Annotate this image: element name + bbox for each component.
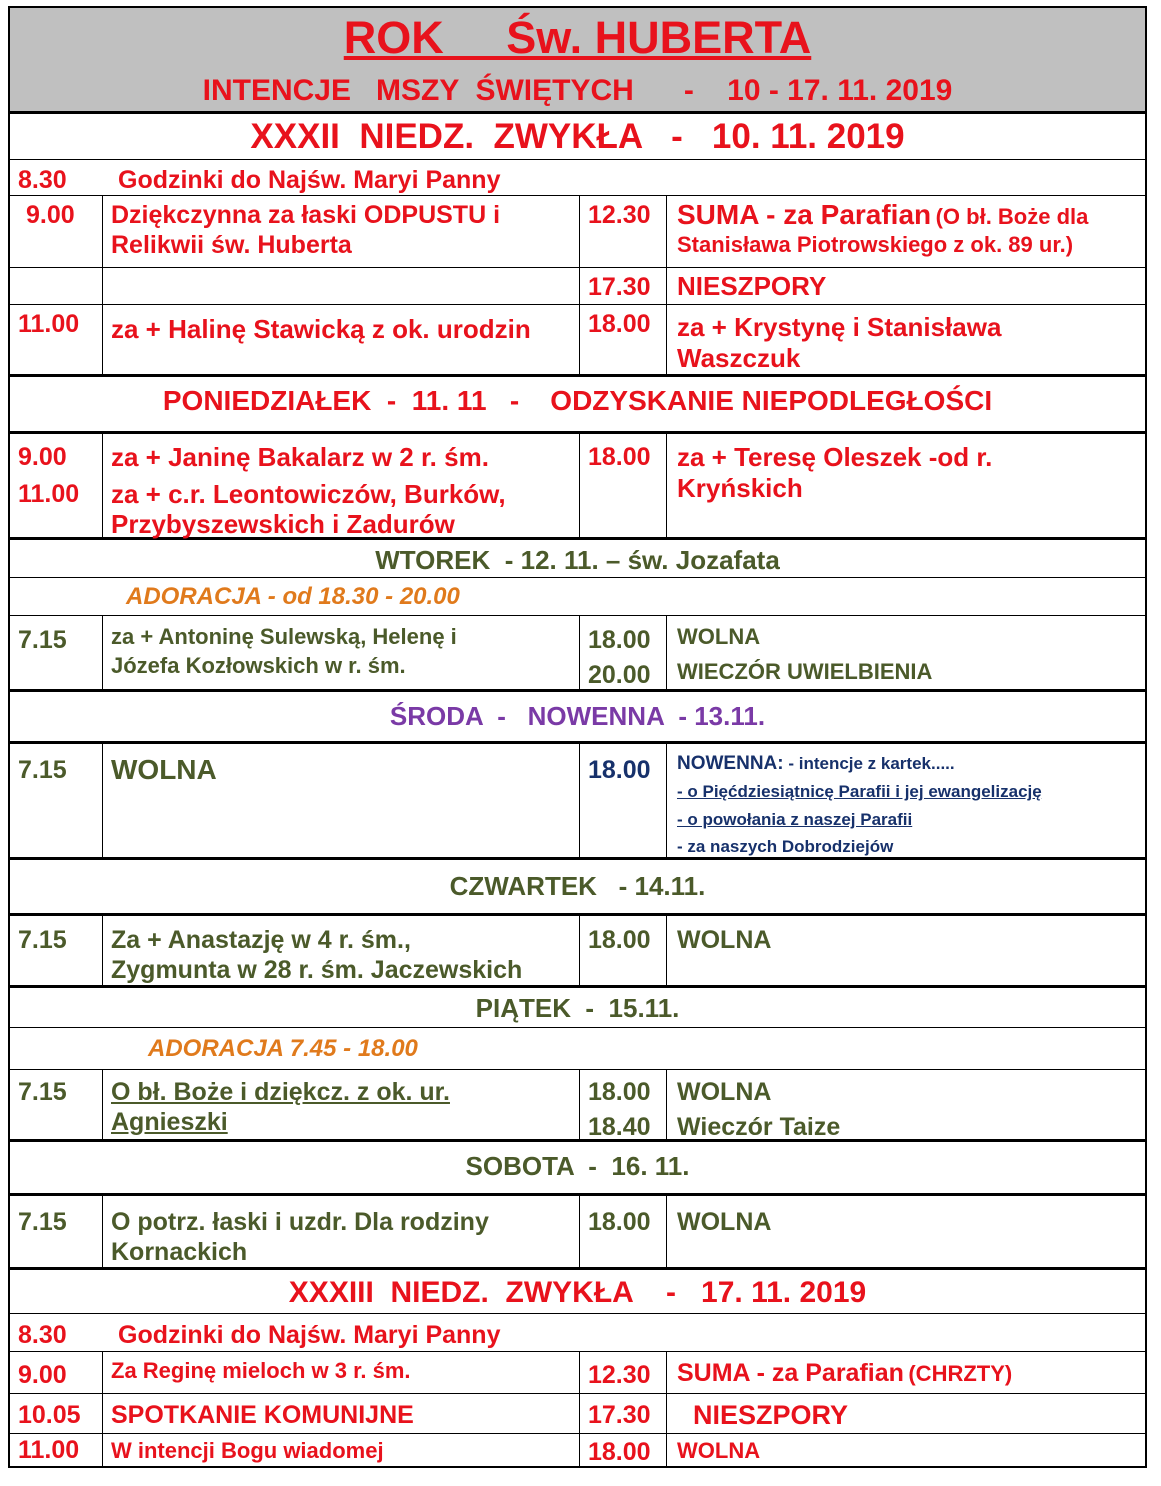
section-title-saturday [10,1142,1145,1196]
day-title: PIĄTEK - 15.11. [475,993,680,1023]
mass-time: 9.00 [26,201,75,229]
mass-row [10,196,1145,268]
day-title: XXXII NIEDZ. ZWYKŁA - 10. 11. 2019 [250,117,905,156]
novena-intention: - o Pięćdziesiątnicę Parafii i jej ewangelizację [677,782,1042,801]
mass-intention: W intencji Bogu wiadomej [111,1438,384,1463]
mass-time: 8.30 [18,166,67,194]
mass-intention: za + Halinę Stawicką z ok. urodzin [111,314,531,344]
adoration-note: ADORACJA 7.45 - 18.00 [148,1035,418,1062]
adoration-note: ADORACJA - od 18.30 - 20.00 [126,583,460,610]
mass-intention: Józefa Kozłowskich w r. śm. [111,653,406,678]
mass-intention: Zygmunta w 28 r. śm. Jaczewskich [111,956,523,984]
day-title: ŚRODA - NOWENNA - 13.11. [389,701,766,731]
section-title-wednesday [10,692,1145,744]
novena-note: - intencje z kartek..... [783,754,955,773]
novena-intention: - za naszych Dobrodziejów [677,837,894,856]
mass-time: 18.00 [588,310,651,338]
mass-row [10,160,1145,196]
mass-time: 18.00 [588,1078,651,1106]
mass-time: 18.40 [588,1113,651,1141]
mass-intention: za + c.r. Leontowiczów, Burków, [111,479,506,509]
mass-row [10,1434,1145,1466]
mass-time: 11.00 [18,310,80,338]
adoration-row [10,1028,1145,1070]
mass-intention-main: SUMA - za Parafian [677,1359,904,1387]
mass-intention: O potrz. łaski i uzdr. Dla rodziny [111,1208,489,1236]
day-title: CZWARTEK - 14.11. [449,871,706,901]
mass-intention: NIESZPORY [693,1400,849,1430]
mass-time: 12.30 [588,201,651,229]
page-subtitle: INTENCJE MSZY ŚWIĘTYCH - 10 - 17. 11. 2019 [202,74,953,107]
mass-intention-note: Stanisława Piotrowskiego z ok. 89 ur.) [677,232,1074,257]
mass-time: 9.00 [18,443,67,471]
mass-intention: za + Antoninę Sulewską, Helenę i [111,624,457,649]
mass-intention: za + Teresę Oleszek -od r. [677,442,993,472]
mass-intention: WOLNA [677,1438,761,1463]
mass-time: 10.05 [18,1401,81,1429]
section-title-monday [10,377,1145,434]
mass-time: 7.15 [18,1208,67,1236]
section-title-tuesday [10,540,1145,578]
mass-row [10,1352,1145,1394]
header [10,8,1145,114]
mass-row [10,916,1145,988]
mass-intention: Kornackich [111,1238,248,1266]
day-title: SOBOTA - 16. 11. [465,1151,690,1181]
adoration-row [10,578,1145,616]
mass-intention: WIECZÓR UWIELBIENIA [677,659,933,684]
mass-time: 7.15 [18,756,67,784]
mass-intention-main: SUMA - za Parafian [677,199,932,230]
mass-intention: NIESZPORY [677,271,827,301]
mass-row [10,744,1145,860]
mass-time: 7.15 [18,926,67,954]
mass-row [10,1196,1145,1270]
mass-intention: Agnieszki [111,1108,228,1136]
mass-row [10,616,1145,692]
novena-intro [677,753,955,775]
mass-intention: WOLNA [677,624,761,649]
mass-row [10,268,1145,305]
mass-intention: Za + Anastazję w 4 r. śm., [111,926,411,954]
mass-time: 12.30 [588,1361,651,1389]
mass-intention: Godzinki do Najśw. Maryi Panny [118,1321,501,1349]
day-title: XXXIII NIEDZ. ZWYKŁA - 17. 11. 2019 [288,1276,867,1309]
mass-intention: Przybyszewskich i Zadurów [111,509,455,539]
mass-intention: Relikwii św. Huberta [111,231,352,259]
day-title: WTOREK - 12. 11. – św. Jozafata [375,545,780,575]
mass-time: 11.00 [18,480,80,508]
mass-time: 20.00 [588,661,651,689]
day-title: PONIEDZIAŁEK - 11. 11 - ODZYSKANIE NIEPODLEGŁOŚCI [162,385,993,416]
mass-intention: Za Reginę mieloch w 3 r. śm. [111,1358,411,1383]
mass-intention: O bł. Boże i dziękcz. z ok. ur. [111,1078,450,1106]
mass-intention: za + Janinę Bakalarz w 2 r. śm. [111,442,489,472]
mass-intention: Waszczuk [677,343,801,373]
mass-intention [677,199,1088,231]
mass-row [10,1070,1145,1142]
mass-time: 7.15 [18,626,67,654]
section-title-sunday-1 [10,114,1145,160]
schedule-sheet [8,6,1147,1468]
section-title-friday [10,988,1145,1028]
mass-row [10,434,1145,540]
mass-intention: WOLNA [111,754,217,785]
mass-intention: WOLNA [677,1078,772,1106]
mass-time: 8.30 [18,1321,67,1349]
mass-time: 18.00 [588,1438,651,1466]
mass-intention: Wieczór Taize [677,1113,841,1141]
mass-row [10,305,1145,377]
mass-intention-note: (O bł. Boże dla [935,204,1089,229]
mass-row [10,1314,1145,1352]
mass-intention-note: (CHRZTY) [908,1361,1013,1386]
mass-time: 9.00 [18,1361,67,1389]
mass-intention [677,1359,1012,1388]
mass-intention: Dziękczynna za łaski ODPUSTU i [111,201,501,229]
mass-time: 18.00 [588,626,651,654]
page-title: ROK Św. HUBERTA [343,12,812,63]
novena-intention: - o powołania z naszej Parafii [677,810,913,829]
mass-intention: WOLNA [677,926,772,954]
mass-intention: Kryńskich [677,473,803,503]
mass-time: 18.00 [588,756,651,784]
mass-intention: za + Krystynę i Stanisława [677,312,1002,342]
section-title-sunday-2 [10,1270,1145,1314]
mass-time: 11.00 [18,1436,80,1464]
mass-intention: Godzinki do Najśw. Maryi Panny [118,166,501,194]
mass-time: 17.30 [588,273,651,301]
mass-intention: WOLNA [677,1208,772,1236]
mass-time: 18.00 [588,1208,651,1236]
mass-time: 18.00 [588,443,651,471]
mass-time: 7.15 [18,1078,67,1106]
mass-time: 17.30 [588,1401,651,1429]
mass-row [10,1394,1145,1434]
novena-label: NOWENNA: [677,753,784,774]
mass-intention: SPOTKANIE KOMUNIJNE [111,1401,414,1429]
section-title-thursday [10,860,1145,916]
mass-time: 18.00 [588,926,651,954]
